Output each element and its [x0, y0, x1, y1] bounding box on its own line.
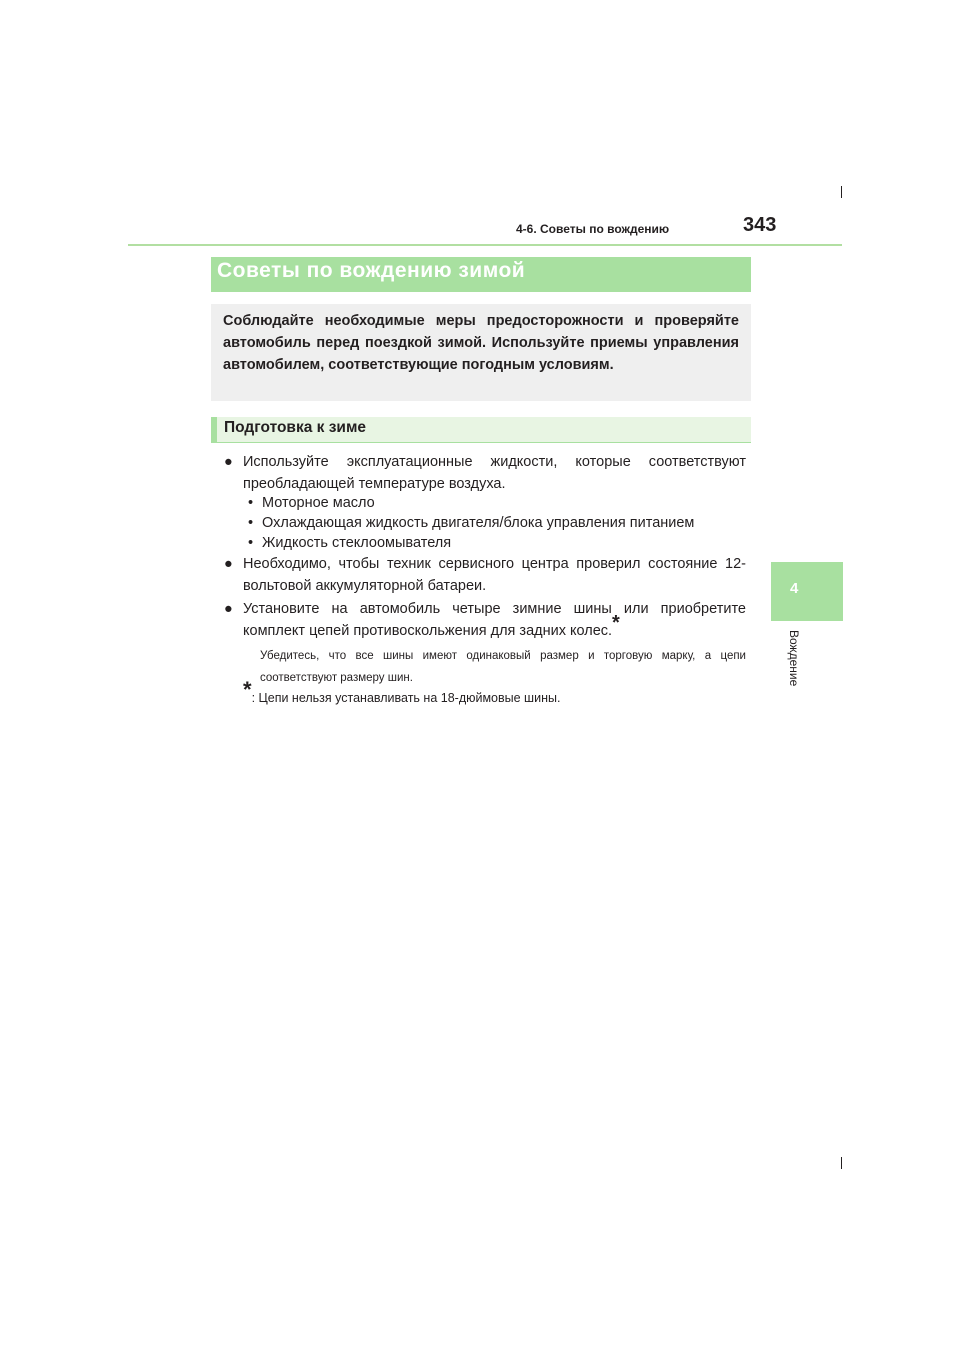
footnote-text: : Цепи нельзя устанавливать на 18-дюймовые шины.	[251, 691, 561, 706]
header-section-title: 4-6. Советы по вождению	[516, 222, 670, 236]
bullet-icon: ●	[224, 556, 233, 572]
note-text: Убедитесь, что все шины имеют одинаковый размер и торговую марку, а цепи соответствуют размеру шин.	[260, 650, 746, 684]
crop-mark	[841, 1157, 842, 1169]
list-item	[248, 493, 375, 513]
bullet-icon: ●	[224, 454, 233, 470]
list-item-text: Моторное масло	[262, 495, 375, 511]
crop-mark	[841, 186, 842, 198]
subheading-bar	[211, 417, 751, 443]
list-item-text: Охлаждающая жидкость двигателя/блока управления питанием	[262, 515, 695, 531]
footnote	[243, 677, 561, 706]
section-title-bar	[211, 257, 751, 292]
page-number: 343	[743, 214, 777, 236]
bullet-icon: ●	[224, 601, 233, 617]
list-bullet-icon: •	[248, 495, 254, 511]
list-item-text: Жидкость стеклоомывателя	[262, 535, 452, 551]
subheading-accent	[211, 417, 217, 442]
bullet-text: Используйте эксплуатационные жидкости, которые соответствуют преобладающей температуре воздуха.	[243, 454, 746, 492]
list-item	[248, 513, 694, 533]
section-title: Советы по вождению зимой	[217, 259, 526, 282]
intro-text: Соблюдайте необходимые меры предосторожности и проверяйте автомобиль перед поездкой зимой. Используйте приемы управления автомобилем, соответствующие погодным условиям.	[223, 313, 739, 373]
chapter-label: Вождение	[787, 630, 801, 687]
list-bullet-icon: •	[248, 535, 254, 551]
chapter-tab	[771, 562, 843, 621]
subheading: Подготовка к зиме	[224, 419, 367, 436]
footnote-marker: *	[612, 612, 620, 635]
bullet-text-container	[243, 598, 746, 642]
bullet-text: Необходимо, чтобы техник сервисного центра проверил состояние 12-вольтовой аккумуляторной батареи.	[243, 556, 746, 594]
list-item	[248, 533, 451, 553]
intro-box	[211, 304, 751, 401]
chapter-number: 4	[790, 580, 799, 597]
footnote-marker: *	[243, 677, 252, 702]
header-rule	[128, 244, 842, 246]
bullet-text: Установите на автомобиль четыре зимние шины или приобретите комплект цепей противоскольжения для задних колес.	[243, 601, 746, 639]
list-bullet-icon: •	[248, 515, 254, 531]
